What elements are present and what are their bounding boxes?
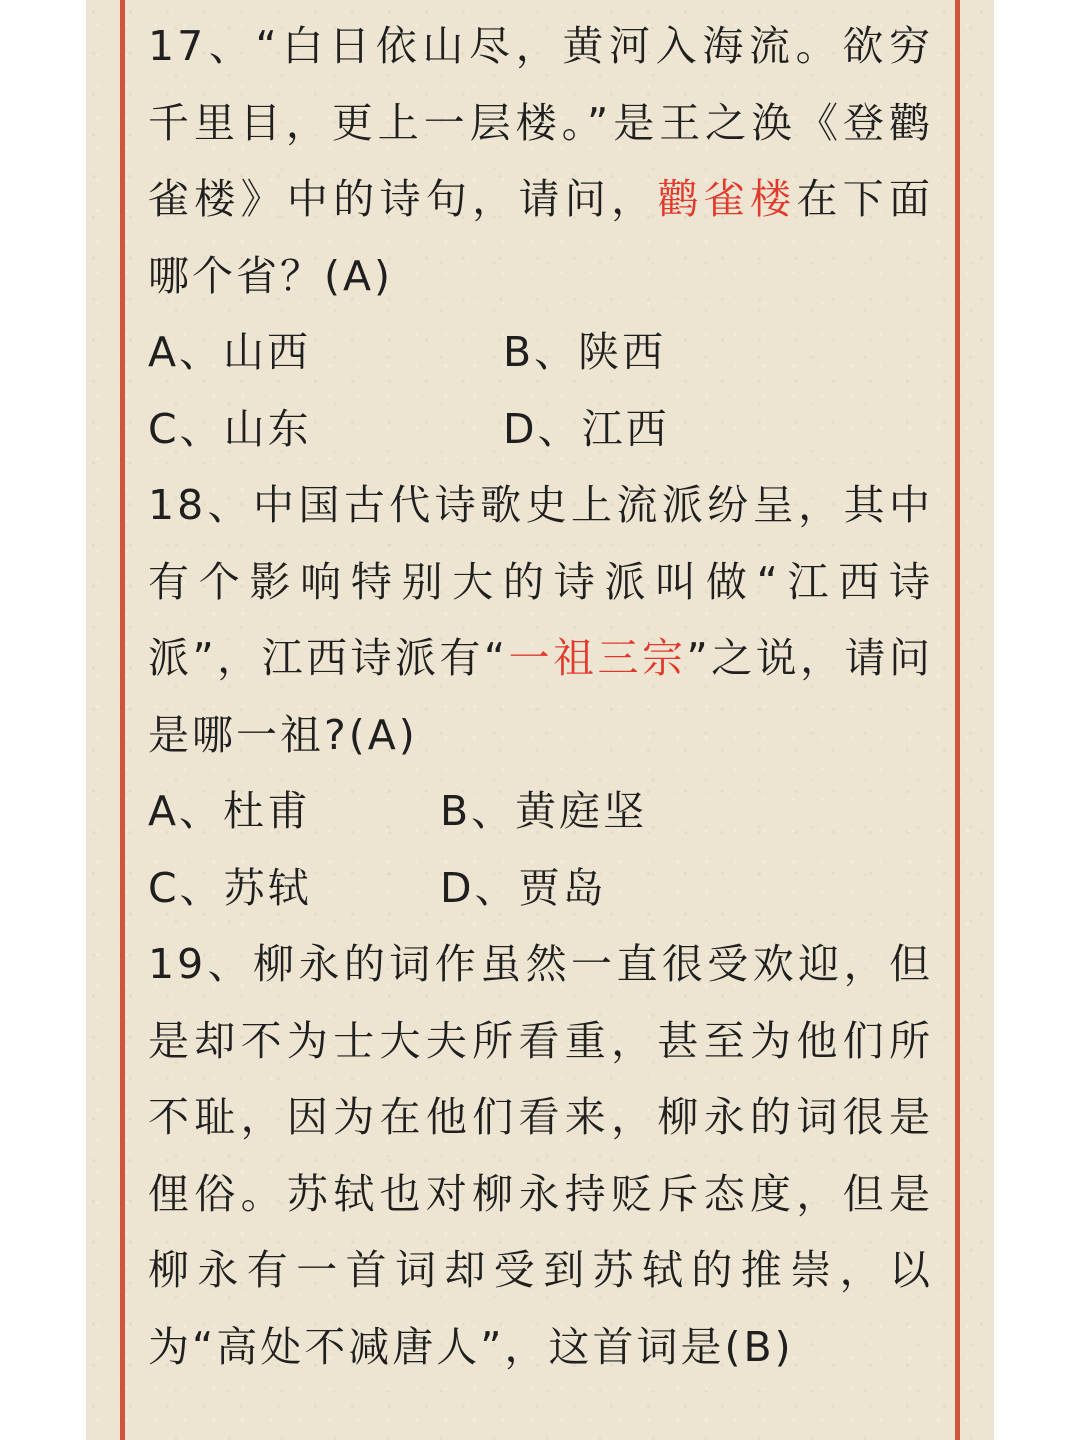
option-a: A、杜甫 [148,787,312,835]
option-d: D、贾岛 [440,863,607,912]
option-a: A、山西 [148,328,312,376]
highlighted-term: 鹳雀楼 [657,175,797,223]
option-b: B、陕西 [503,328,667,376]
option-b: B、黄庭坚 [440,787,648,835]
quiz-content [148,8,933,1440]
option-row [148,773,933,850]
right-border-line [955,0,960,1440]
option-row [148,314,933,391]
option-d: D、江西 [503,404,670,453]
option-row [148,391,933,468]
option-c: C、苏轼 [148,863,312,912]
question-18 [148,467,933,926]
question-text-after: ”之说，请问是哪一祖?(A) [148,634,933,759]
question-text [148,8,933,314]
option-row [148,850,933,927]
question-17 [148,8,933,467]
option-c: C、山东 [148,404,312,453]
question-19 [148,926,933,1385]
question-text-before: 18、中国古代诗歌史上流派纷呈，其中有个影响特别大的诗派叫做“江西诗派”，江西诗派有“ [148,481,933,682]
question-text-before: 17、“白日依山尽，黄河入海流。欲穷千里目，更上一层楼。”是王之涣《登鹳雀楼》中的诗句，请问， [148,22,933,223]
question-text: 19、柳永的词作虽然一直很受欢迎，但是却不为士大夫所看重，甚至为他们所不耻，因为在他们看来，柳永的词很是俚俗。苏轼也对柳永持贬斥态度，但是柳永有一首词却受到苏轼的推崇，以为“高处不减唐人”，这首词是(B) [148,940,933,1371]
question-text-after: 在下面哪个省？(A) [148,175,933,300]
left-border-line [120,0,125,1440]
question-text [148,467,933,773]
highlighted-term: 一祖三宗 [508,634,687,682]
